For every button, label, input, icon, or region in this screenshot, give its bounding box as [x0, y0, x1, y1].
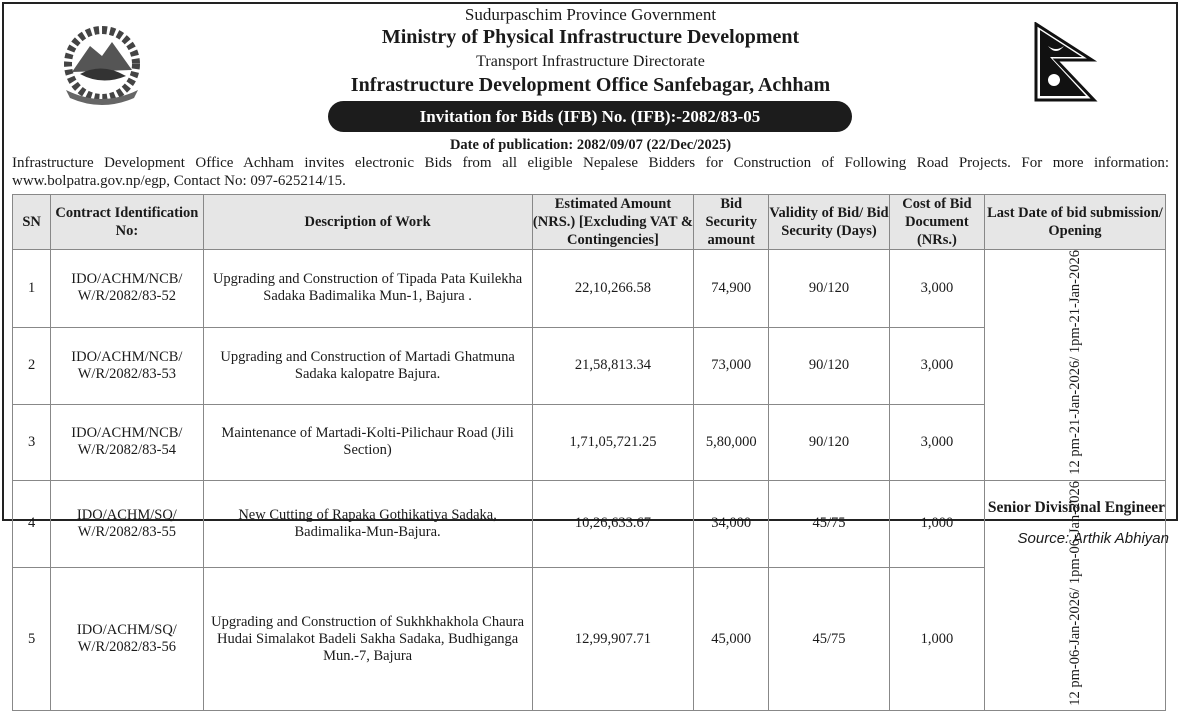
header-estimated-amount: Estimated Amount (NRS.) [Excluding VAT & Contingencies]	[532, 196, 693, 248]
table-row	[13, 250, 1166, 328]
cell-amount: 21,58,813.34	[532, 327, 694, 405]
header-description: Description of Work	[203, 195, 532, 250]
header-validity: Validity of Bid/ Bid Security (Days)	[769, 195, 890, 250]
cell-validity: 90/120	[769, 405, 890, 481]
deadline-text: 12 pm-06-Jan-2026/ 1pm-06-Jan-2026	[1066, 480, 1083, 706]
cell-sn: 2	[13, 327, 51, 405]
cell-contract-id: IDO/ACHM/SQ/ W/R/2082/83-56	[51, 568, 203, 711]
header-cost: Cost of Bid Document (NRs.)	[889, 195, 984, 250]
cell-cost: 1,000	[889, 480, 984, 567]
cell-contract-id: IDO/ACHM/NCB/ W/R/2082/83-54	[51, 405, 203, 481]
cell-cost: 3,000	[889, 327, 984, 405]
table-row	[13, 480, 1166, 567]
directorate-name: Transport Infrastructure Directorate	[476, 53, 705, 70]
cell-description: Upgrading and Construction of Tipada Pata Kuilekha Sadaka Badimalika Mun-1, Bajura .	[203, 250, 532, 328]
office-name: Infrastructure Development Office Sanfebagar, Achham	[350, 74, 831, 96]
publication-date: Date of publication: 2082/09/07 (22/Dec/2025)	[449, 137, 732, 153]
cell-contract-id: IDO/ACHM/NCB/ W/R/2082/83-53	[51, 327, 203, 405]
cell-sn: 4	[13, 480, 51, 567]
cell-cost: 3,000	[889, 405, 984, 481]
cell-sn: 3	[13, 405, 51, 481]
cell-sn: 1	[13, 250, 51, 328]
cell-amount: 12,99,907.71	[532, 568, 694, 711]
bid-table	[12, 194, 1166, 711]
table-header-row	[13, 195, 1166, 250]
intro-paragraph: Infrastructure Development Office Achham invites electronic Bids from all eligible Nepalese Bidders for Construction of Following Road Projects. For more information: www.bolpatra.gov.np/egp, Contact No: 097-625214/15.	[12, 155, 1169, 189]
header-bid-security: Bid Security amount	[694, 195, 769, 250]
cell-description: Upgrading and Construction of Martadi Ghatmuna Sadaka kalopatre Bajura.	[203, 327, 532, 405]
cell-amount: 10,26,633.67	[532, 480, 694, 567]
header-sn: SN	[13, 195, 51, 250]
cell-cost: 3,000	[889, 250, 984, 328]
signature-title: Senior Divisional Engineer	[987, 499, 1165, 516]
cell-validity: 90/120	[769, 250, 890, 328]
cell-amount: 22,10,266.58	[532, 250, 694, 328]
header-last-date: Last Date of bid submission/ Opening	[984, 195, 1165, 250]
cell-security: 73,000	[694, 327, 769, 405]
cell-deadline-group-1	[984, 250, 1165, 481]
cell-sn: 5	[13, 568, 51, 711]
cell-contract-id: IDO/ACHM/NCB/ W/R/2082/83-52	[51, 250, 203, 328]
cell-contract-id: IDO/ACHM/SQ/ W/R/2082/83-55	[51, 480, 203, 567]
ifb-title: Invitation for Bids (IFB) No. (IFB):-2082/83-05	[328, 101, 852, 132]
cell-description: Upgrading and Construction of Sukhkhakhola Chaura Hudai Simalakot Badeli Sakha Sadaka, Budhiganga Mun.-7, Bajura	[203, 568, 532, 711]
cell-description: Maintenance of Martadi-Kolti-Pilichaur Road (Jili Section)	[203, 405, 532, 481]
cell-security: 5,80,000	[694, 405, 769, 481]
cell-security: 45,000	[694, 568, 769, 711]
cell-validity: 45/75	[769, 568, 890, 711]
cell-amount: 1,71,05,721.25	[532, 405, 694, 481]
cell-description: New Cutting of Rapaka Gothikatiya Sadaka, Badimalika-Mun-Bajura.	[203, 480, 532, 567]
source-credit: Source: Arthik Abhiyan	[1017, 530, 1169, 547]
header-contract-id: Contract Identification No:	[51, 195, 203, 250]
ministry-name: Ministry of Physical Infrastructure Development	[381, 26, 800, 48]
province-name: Sudurpaschim Province Government	[464, 5, 717, 24]
cell-validity: 45/75	[769, 480, 890, 567]
cell-security: 34,000	[694, 480, 769, 567]
cell-security: 74,900	[694, 250, 769, 328]
cell-cost: 1,000	[889, 568, 984, 711]
cell-validity: 90/120	[769, 327, 890, 405]
deadline-text: 12 pm-21-Jan-2026/ 1pm-21-Jan-2026	[1066, 250, 1083, 475]
